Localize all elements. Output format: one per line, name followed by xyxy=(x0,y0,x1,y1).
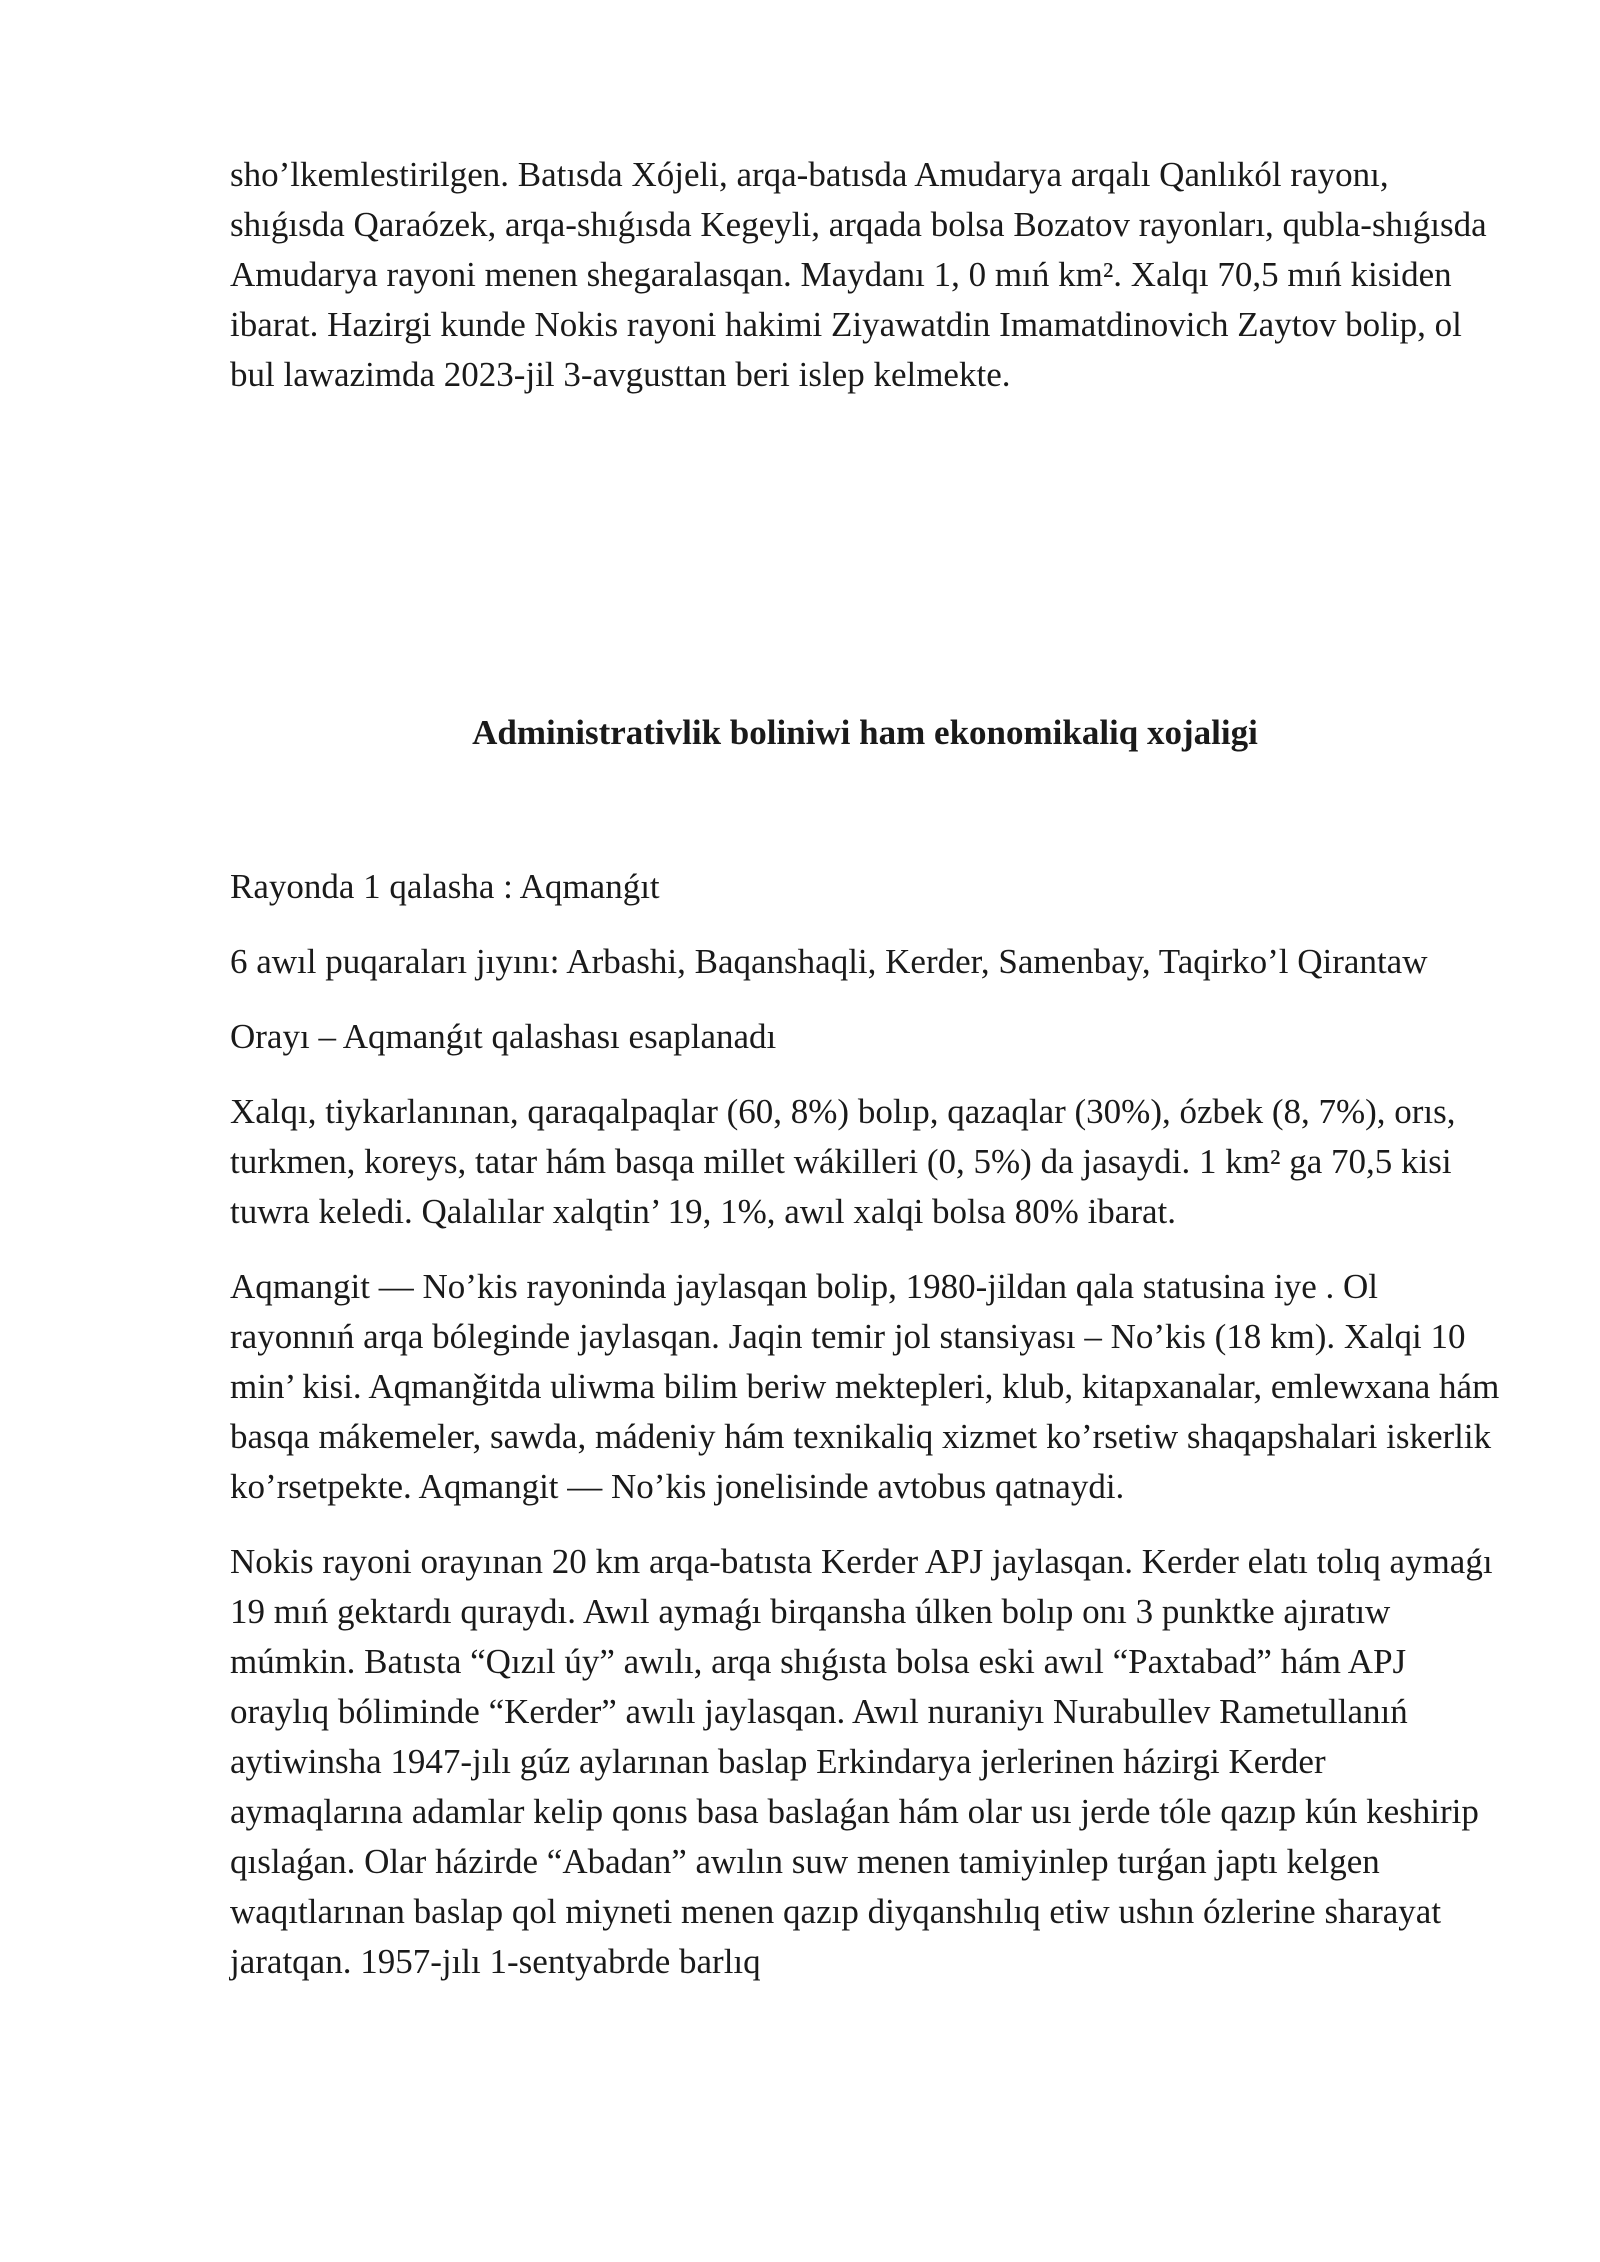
intro-paragraph: sho’lkemlestirilgen. Batısda Xójeli, arqa-batısda Amudarya arqalı Qanlıkól rayonı, shıǵısda Qaraózek, arqa-shıǵısda Kegeyli, arqada bolsa Bozatov rayonları, qubla-shıǵısda Amudarya rayoni menen shegaralasqan. Maydanı 1, 0 mıń km². Xalqı 70,5 mıń kisiden ibarat. Hazirgi kunde Nokis rayoni hakimi Ziyawatdin Imamatdinovich Zaytov bolip, ol bul lawazimda 2023-jil 3-avgusttan beri islep kelmekte. xyxy=(230,155,1487,394)
paragraph-town: Rayonda 1 qalasha : Aqmanǵıt xyxy=(230,867,660,906)
paragraph-aqmangit: Aqmangit — No’kis rayoninda jaylasqan bolip, 1980-jildan qala statusina iye . Ol rayonnıń arqa bóleginde jaylasqan. Jaqin temir jol stansiyası – No’kis (18 km). Xalqi 10 min’ kisi. Aqmanǧitda uliwma bilim beriw mektepleri, klub, kitapxanalar, emlewxana hám basqa mákemeler, sawda, mádeniy hám texnikaliq xizmet ko’rsetiw shaqapshalari iskerlik ko’rsetpekte. Aqmangit — No’kis jonelisinde avtobus qatnaydi. xyxy=(230,1267,1500,1506)
paragraph-population: Xalqı, tiykarlanınan, qaraqalpaqlar (60, 8%) bolıp, qazaqlar (30%), ózbek (8, 7%), orıs, turkmen, koreys, tatar hám basqa millet wákilleri (0, 5%) da jasaydi. 1 km² ga 70,5 kisi tuwra keledi. Qalalılar xalqtin’ 19, 1%, awıl xalqi bolsa 80% ibarat. xyxy=(230,1092,1456,1231)
paragraph-villages: 6 awıl puqaraları jıyını: Arbashi, Baqanshaqli, Kerder, Samenbay, Taqirko’l Qirantaw xyxy=(230,942,1428,981)
document-page xyxy=(230,150,1500,1981)
section-body xyxy=(230,862,1500,2012)
section-heading: Administrativlik boliniwi ham ekonomikaliq xojaligi xyxy=(472,713,1258,752)
paragraph-center: Orayı – Aqmanǵıt qalashası esaplanadı xyxy=(230,1017,777,1056)
paragraph-kerder: Nokis rayoni orayınan 20 km arqa-batısta Kerder APJ jaylasqan. Kerder elatı tolıq aymaǵı 19 mıń gektardı quraydı. Awıl aymaǵı birqansha úlken bolıp onı 3 punktke ajıratıw múmkin. Batısta “Qızıl úy” awılı, arqa shıǵısta bolsa eski awıl “Paxtabad” hám APJ oraylıq bóliminde “Kerder” awılı jaylasqan. Awıl nuraniyı Nurabullev Rametullanıń aytiwinsha 1947-jılı gúz aylarınan baslap Erkindarya jerlerinen házirgi Kerder aymaqlarına adamlar kelip qonıs basa baslaǵan hám olar usı jerde tóle qazıp kún keshirip qıslaǵan. Olar házirde “Abadan” awılın suw menen tamiyinlep turǵan japtı kelgen waqıtlarınan baslap qol miyneti menen qazıp diyqanshılıq etiw ushın ózlerine sharayat jaratqan. 1957-jılı 1-sentyabrde barlıq xyxy=(230,1542,1493,1981)
